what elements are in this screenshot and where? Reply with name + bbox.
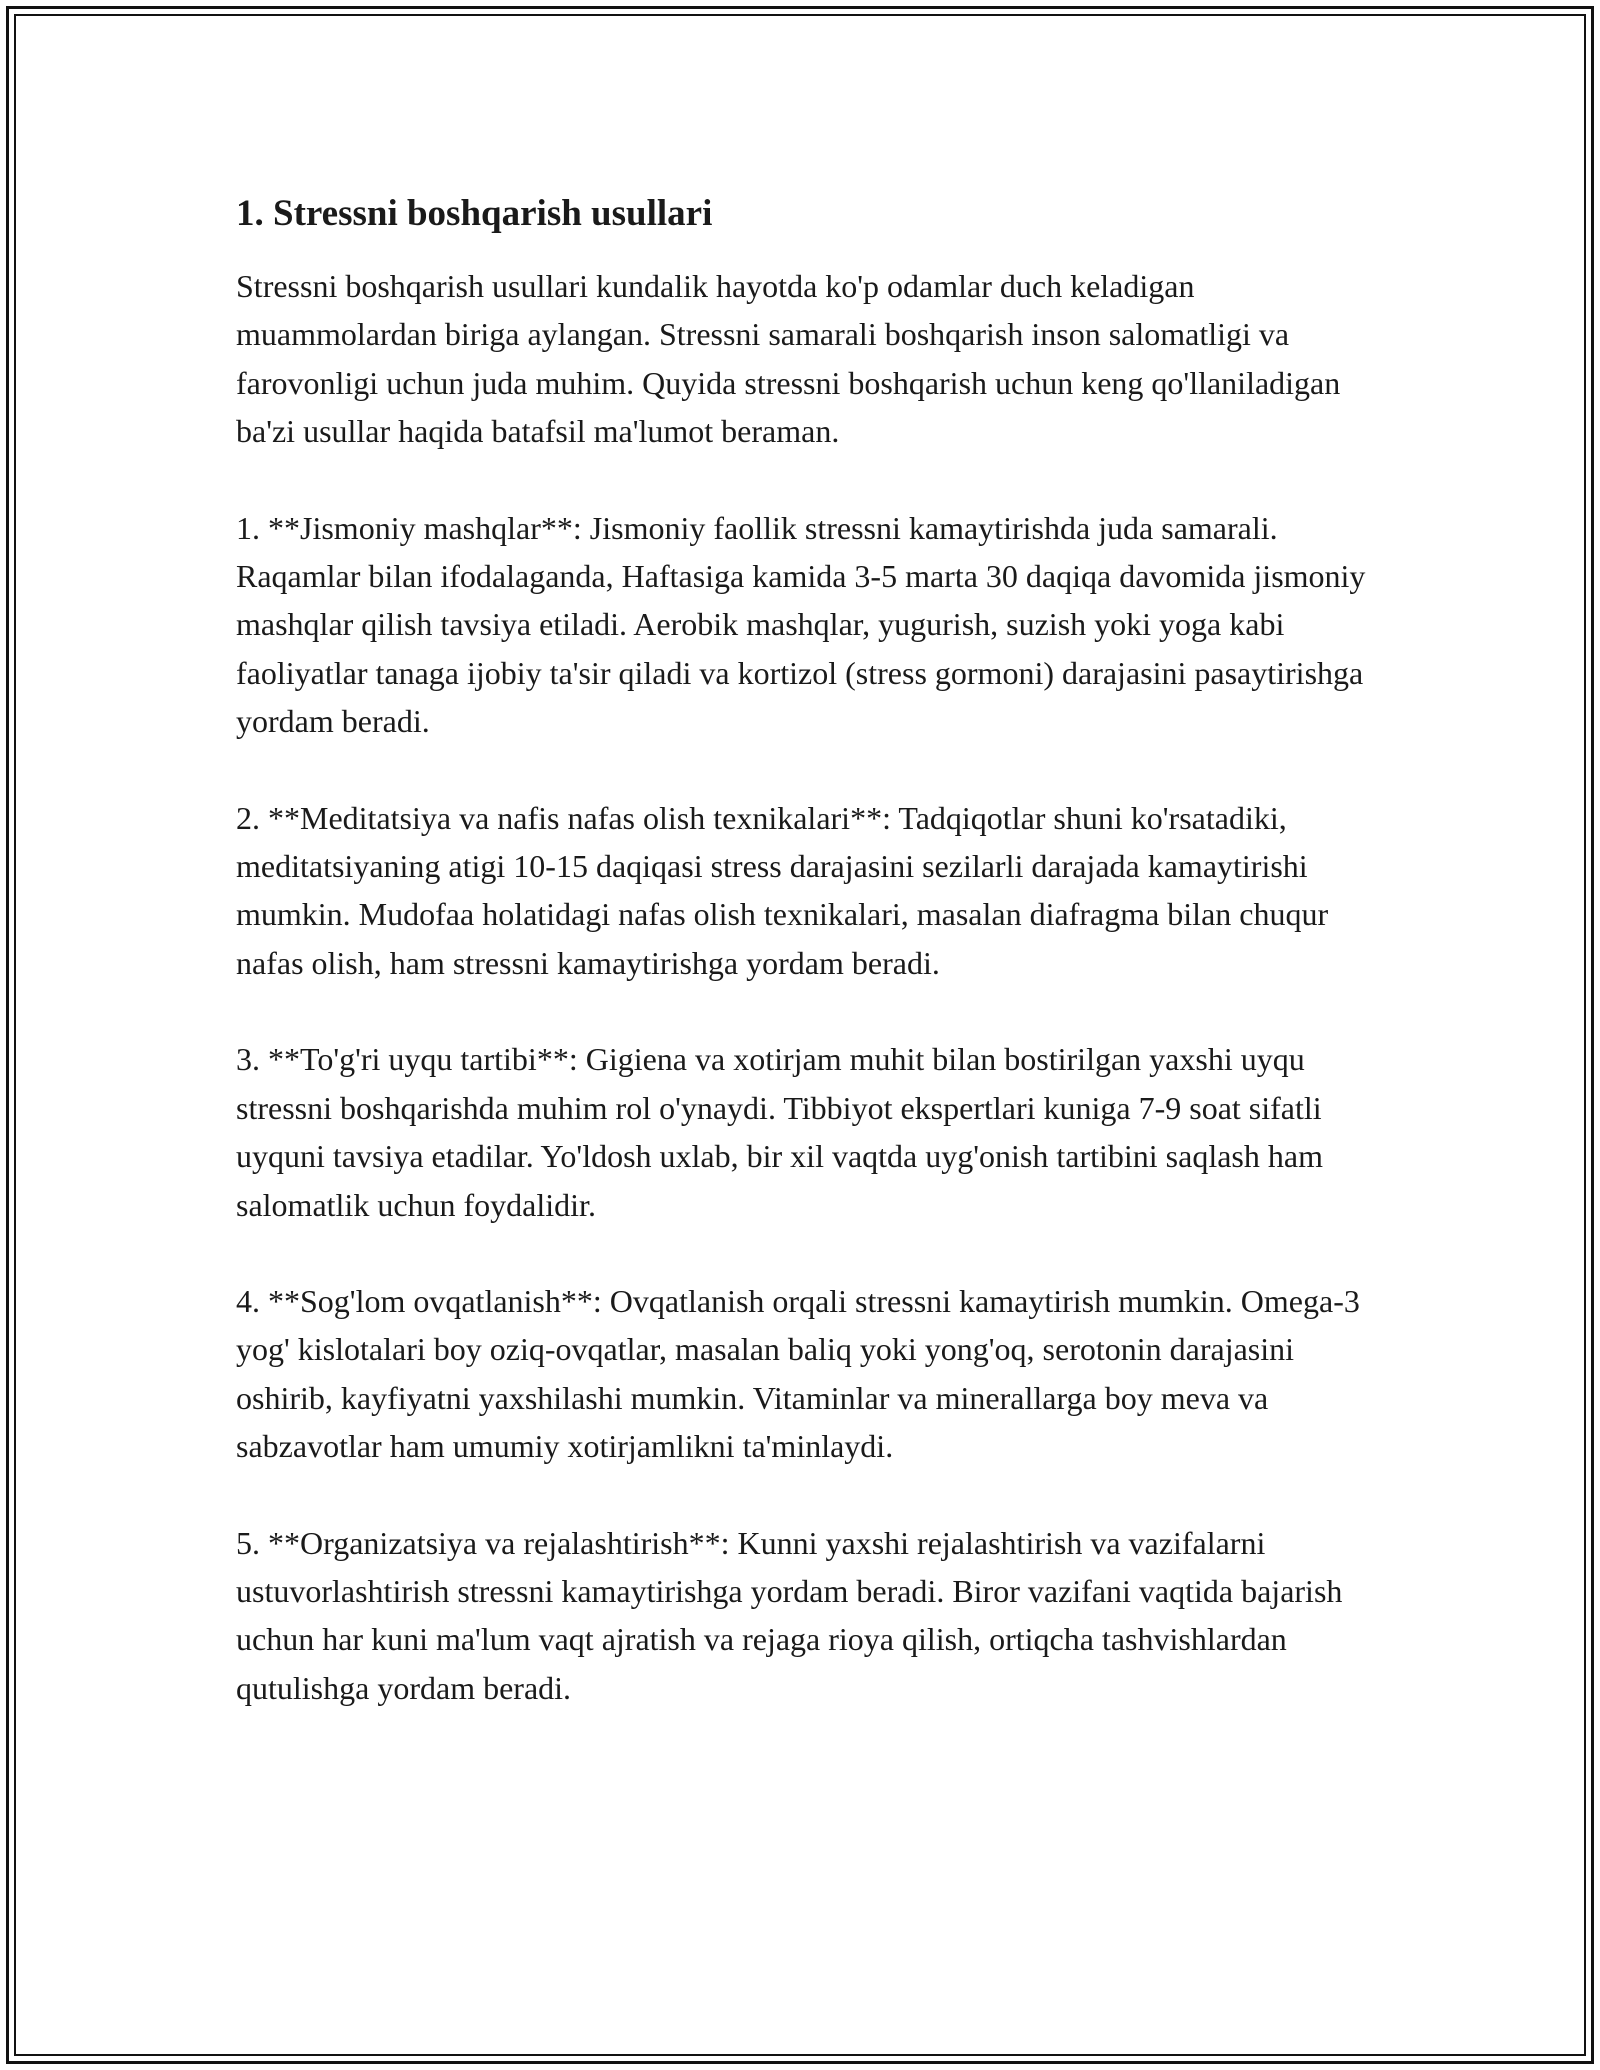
- intro-paragraph: Stressni boshqarish usullari kundalik hayotda ko'p odamlar duch keladigan muammolardan biriga aylangan. Stressni samarali boshqarish inson salomatligi va farovonligi uchun juda muhim. Quyida stressni boshqarish uchun keng qo'llaniladigan ba'zi usullar haqida batafsil ma'lumot beraman.: [236, 268, 1341, 450]
- list-item-paragraph: 5. **Organizatsiya va rejalashtirish**: Kunni yaxshi rejalashtirish va vazifalarni ustuvorlashtirish stressni kamaytirishga yordam beradi. Biror vazifani vaqtida bajarish uchun har kuni ma'lum vaqt ajratish va rejaga rioya qilish, ortiqcha tashvishlardan qutulishga yordam beradi.: [236, 1524, 1343, 1706]
- list-item-paragraph: 2. **Meditatsiya va nafis nafas olish texnikalari**: Tadqiqotlar shuni ko'rsatadiki, meditatsiyaning atigi 10-15 daqiqasi stress darajasini sezilarli darajada kamaytirishi mumkin. Mudofaa holatidagi nafas olish texnikalari, masalan diafragma bilan chuqur nafas olish, ham stressni kamaytirishga yordam beradi.: [236, 799, 1329, 981]
- document-body: [236, 186, 1386, 1760]
- list-item-paragraph: 3. **To'g'ri uyqu tartibi**: Gigiena va xotirjam muhit bilan bostirilgan yaxshi uyqu stressni boshqarishda muhim rol o'ynaydi. Tibbiyot ekspertlari kuniga 7-9 soat sifatli uyquni tavsiya etadilar. Yo'ldosh uxlab, bir xil vaqtda uyg'onish tartibini saqlash ham salomatlik uchun foydalidir.: [236, 1041, 1323, 1223]
- list-item-paragraph: 1. **Jismoniy mashqlar**: Jismoniy faollik stressni kamaytirishda juda samarali. Raqamlar bilan ifodalaganda, Haftasiga kamida 3-5 marta 30 daqiqa davomida jismoniy mashqlar qilish tavsiya etiladi. Aerobik mashqlar, yugurish, suzish yoki yoga kabi faoliyatlar tanaga ijobiy ta'sir qiladi va kortizol (stress gormoni) darajasini pasaytirishga yordam beradi.: [236, 509, 1366, 740]
- section-heading: 1. Stressni boshqarish usullari: [236, 193, 713, 234]
- list-item-paragraph: 4. **Sog'lom ovqatlanish**: Ovqatlanish orqali stressni kamaytirish mumkin. Omega-3 yog' kislotalari boy oziq-ovqatlar, masalan baliq yoki yong'oq, serotonin darajasini oshirib, kayfiyatni yaxshilashi mumkin. Vitaminlar va minerallarga boy meva va sabzavotlar ham umumiy xotirjamlikni ta'minlaydi.: [236, 1282, 1360, 1465]
